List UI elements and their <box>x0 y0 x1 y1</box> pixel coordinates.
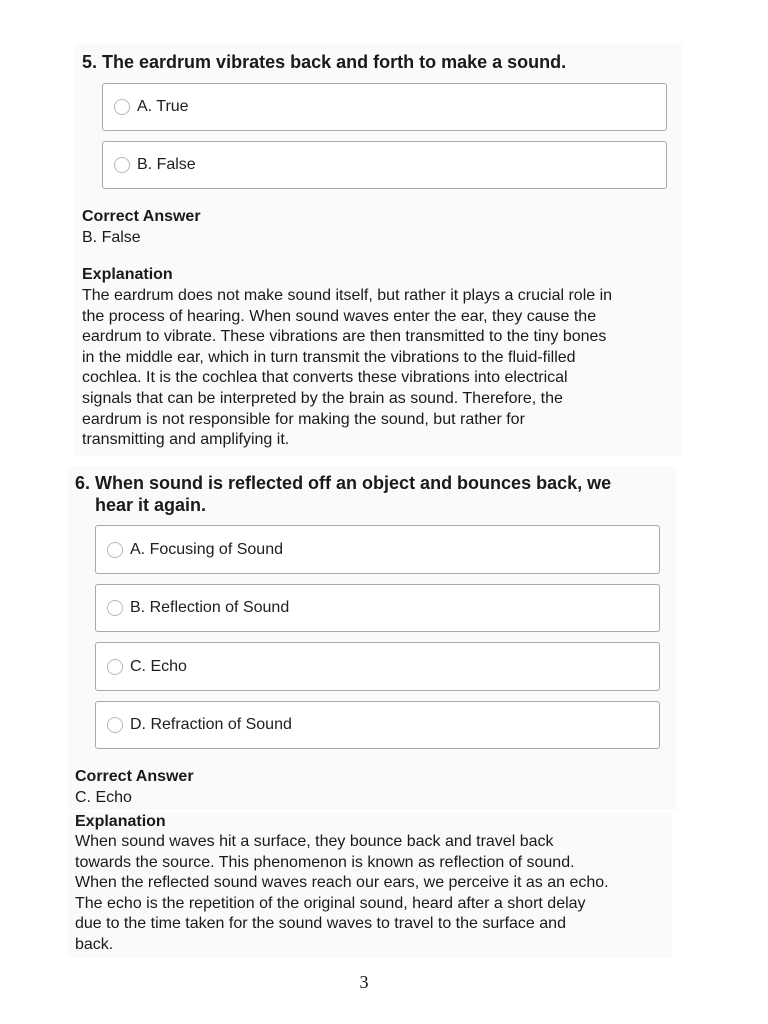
option-label: A. True <box>137 98 189 115</box>
question-6-correct-answer: C. Echo <box>75 789 132 806</box>
explanation-line: the process of hearing. When sound waves enter the ear, they cause the <box>82 307 597 325</box>
question-5-correct-answer: B. False <box>82 229 141 246</box>
question-5-number: 5. <box>82 52 98 72</box>
explanation-line: When the reflected sound waves reach our ears, we perceive it as an echo. <box>75 874 609 892</box>
explanation-line: cochlea. It is the cochlea that converts these vibrations into electrical <box>82 369 568 387</box>
explanation-line: eardrum to vibrate. These vibrations are then transmitted to the tiny bones <box>82 328 607 346</box>
question-5-option-a[interactable] <box>102 83 667 131</box>
question-6-option-a[interactable] <box>95 525 660 574</box>
radio-button[interactable] <box>107 717 123 733</box>
explanation-line: in the middle ear, which in turn transmit the vibrations to the fluid-filled <box>82 348 576 366</box>
option-label: C. Echo <box>130 657 187 675</box>
question-6-card <box>68 466 676 810</box>
question-6-text-line-1: When sound is reflected off an object and bounces back, we <box>95 473 612 493</box>
radio-button[interactable] <box>114 99 130 115</box>
explanation-line: transmitting and amplifying it. <box>82 431 290 449</box>
radio-button[interactable] <box>107 542 123 558</box>
option-label: A. Focusing of Sound <box>130 540 283 558</box>
explanation-line: due to the time taken for the sound waves to travel to the surface and <box>75 915 566 933</box>
question-6-option-c[interactable] <box>95 642 660 691</box>
question-6-explanation <box>75 832 609 956</box>
option-label: B. False <box>137 156 196 173</box>
question-5-option-b[interactable] <box>102 141 667 189</box>
page-number: 3 <box>359 972 369 992</box>
explanation-line: The echo is the repetition of the original sound, heard after a short delay <box>75 894 586 912</box>
question-5-correct-answer-label: Correct Answer <box>82 208 201 225</box>
question-6-explanation-label: Explanation <box>75 813 166 830</box>
question-5-explanation <box>82 286 612 451</box>
question-6-number: 6. <box>75 473 91 493</box>
question-5-title <box>82 51 566 73</box>
option-label: D. Refraction of Sound <box>130 716 292 733</box>
explanation-line: back. <box>75 935 114 953</box>
question-5-text: The eardrum vibrates back and forth to make a sound. <box>102 52 567 72</box>
radio-button[interactable] <box>107 659 123 675</box>
question-5-explanation-label: Explanation <box>82 266 173 283</box>
explanation-line: When sound waves hit a surface, they bounce back and travel back <box>75 833 554 850</box>
question-6-correct-answer-label: Correct Answer <box>75 768 194 785</box>
radio-button[interactable] <box>114 157 130 173</box>
question-6-option-b[interactable] <box>95 584 660 632</box>
option-label: B. Reflection of Sound <box>130 599 290 616</box>
explanation-line: eardrum is not responsible for making the sound, but rather for <box>82 410 525 428</box>
question-6-title <box>75 472 611 516</box>
explanation-line: towards the source. This phenomenon is known as reflection of sound. <box>75 853 575 871</box>
question-6-text-line-2: hear it again. <box>95 495 207 515</box>
radio-button[interactable] <box>107 600 123 616</box>
explanation-line: signals that can be interpreted by the brain as sound. Therefore, the <box>82 389 563 407</box>
question-6-option-d[interactable] <box>95 701 660 749</box>
explanation-line: The eardrum does not make sound itself, but rather it plays a crucial role in <box>82 287 613 304</box>
